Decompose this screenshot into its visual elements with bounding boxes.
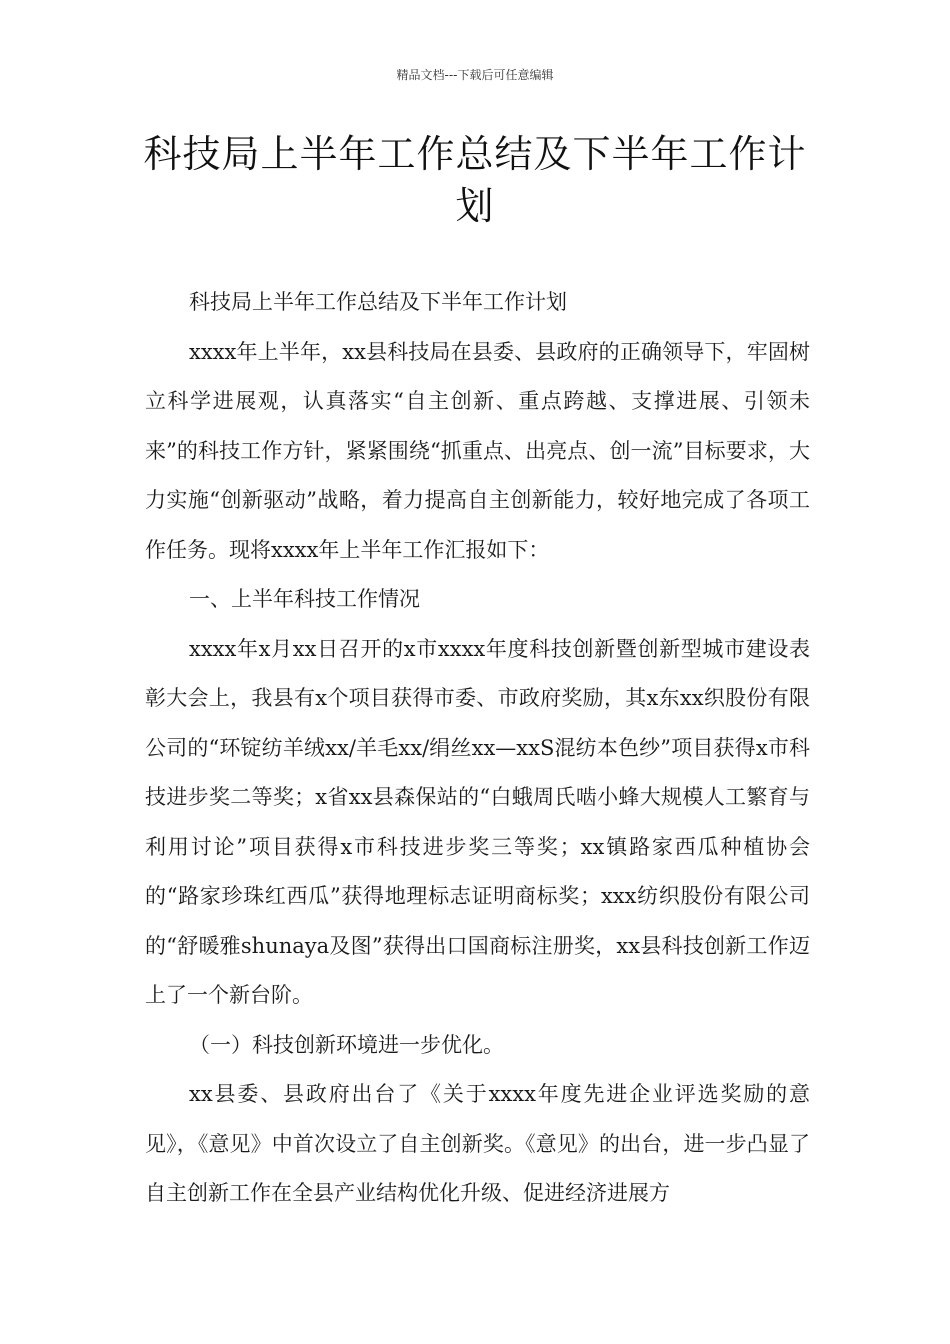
paragraph-subtitle: 科技局上半年工作总结及下半年工作计划 [189, 290, 567, 314]
paragraph-awards: xxxx年x月xx日召开的x市xxxx年度科技创新暨创新型城市建设表彰大会上，我县有x个项目获得市委、市政府奖励，其x东xx织股份有限公司的“环锭纺羊绒xx/羊毛xx/绢丝xx—xxS混纺本色纱”项目获得x市科技进步奖二等奖；x省xx县森保站的“白蛾周氏啮小蜂大规模人工繁育与利用讨论”项目获得x市科技进步奖三等奖；xx镇路家西瓜种植协会的“路家珍珠红西瓜”获得地理标志证明商标奖；xxx纺织股份有限公司的“舒暖雅shunaya及图”获得出口国商标注册奖，xx县科技创新工作迈上了一个新台阶。 [145, 636, 810, 1007]
paragraph-environment: xx县委、县政府出台了《关于xxxx年度先进企业评选奖励的意见》，《意见》中首次设立了自主创新奖。《意见》的出台，进一步凸显了自主创新工作在全县产业结构优化升级、促进经济进展方 [145, 1082, 810, 1205]
header-note: 精品文档---下载后可任意编辑 [396, 68, 554, 82]
paragraph-intro: xxxx年上半年，xx县科技局在县委、县政府的正确领导下，牢固树立科学进展观，认真落实“自主创新、重点跨越、支撑进展、引领未来”的科技工作方针，紧紧围绕“抓重点、出亮点、创一流”目标要求，大力实施“创新驱动”战略，着力提高自主创新能力，较好地完成了各项工作任务。现将xxxx年上半年工作汇报如下： [145, 339, 810, 562]
document-body [145, 278, 810, 1219]
section-heading-1: 一、上半年科技工作情况 [189, 587, 420, 611]
document-title: 科技局上半年工作总结及下半年工作计划 [143, 132, 807, 228]
subsection-heading-1: （一）科技创新环境进一步优化。 [189, 1032, 504, 1057]
